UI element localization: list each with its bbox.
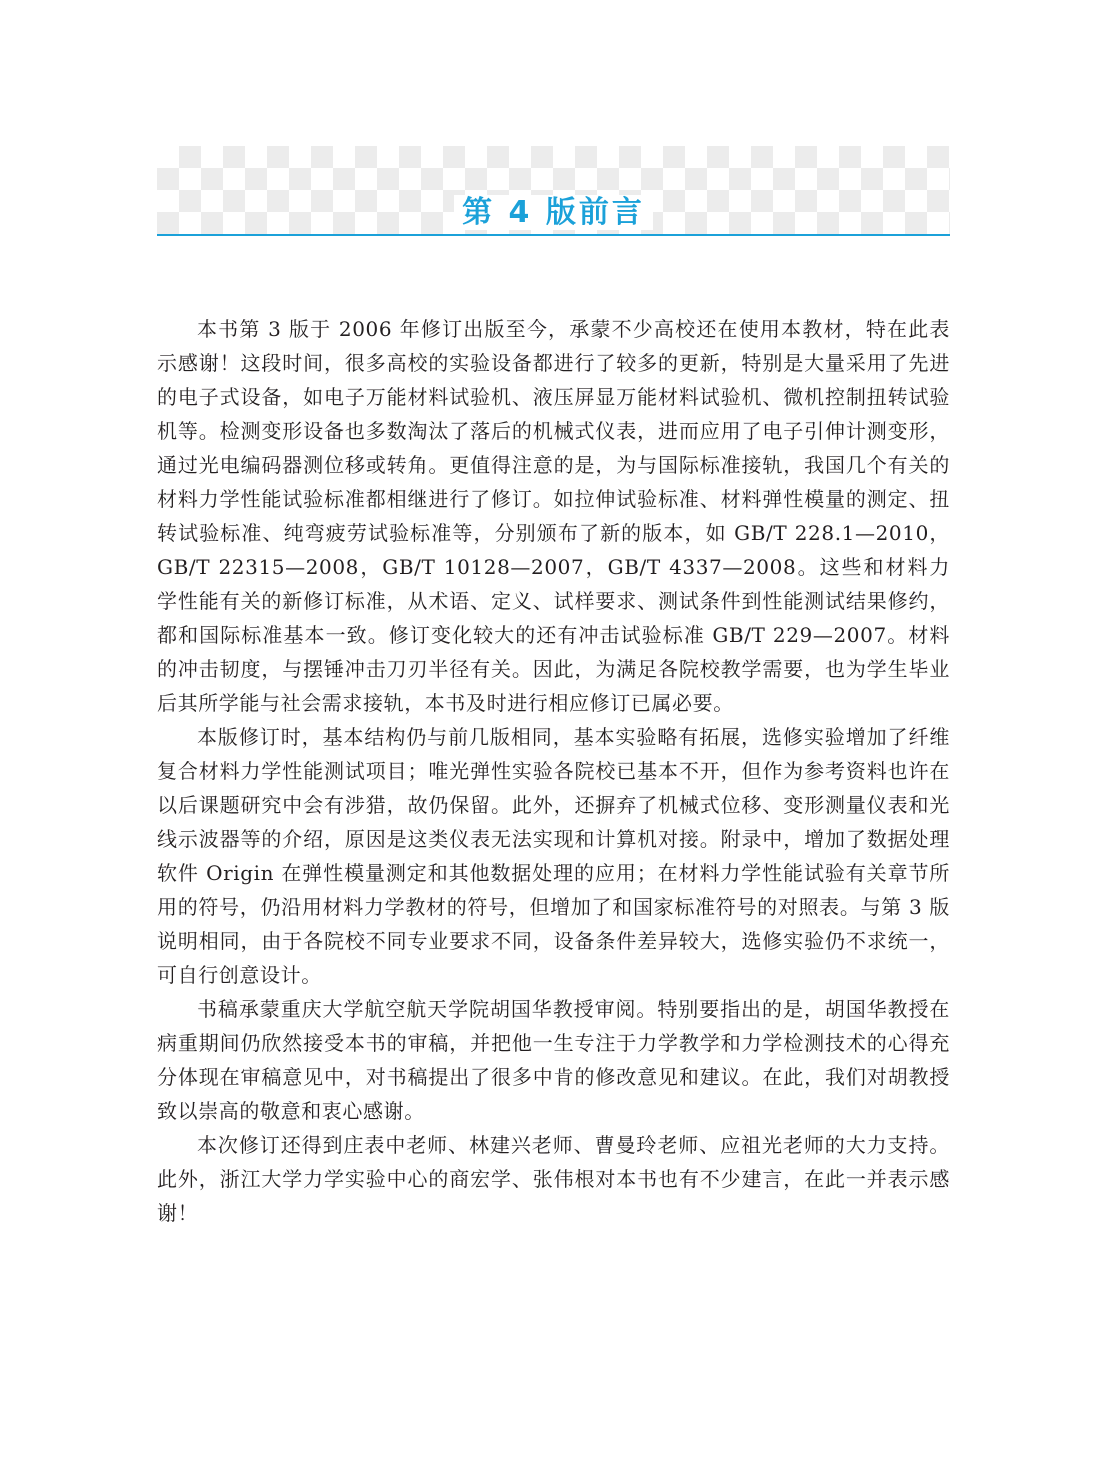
paragraph-1: 本书第 3 版于 2006 年修订出版至今，承蒙不少高校还在使用本教材，特在此表示感谢！这段时间，很多高校的实验设备都进行了较多的更新，特别是大量采用了先进的电子式设备，如电子万能材料试验机、液压屏显万能材料试验机、微机控制扭转试验机等。检测变形设备也多数淘汰了落后的机械式仪表，进而应用了电子引伸计测变形，通过光电编码器测位移或转角。更值得注意的是，为与国际标准接轨，我国几个有关的材料力学性能试验标准都相继进行了修订。如拉伸试验标准、材料弹性模量的测定、扭转试验标准、纯弯疲劳试验标准等，分别颁布了新的版本，如 GB/T 228.1—2010，GB/T 22315—2008，GB/T 10128—2007，GB/T 4337—2008。这些和材料力学性能有关的新修订标准，从术语、定义、试样要求、测试条件到性能测试结果修约，都和国际标准基本一致。修订变化较大的还有冲击试验标准 GB/T 229—2007。材料的冲击韧度，与摆锤冲击刀刃半径有关。因此，为满足各院校教学需要，也为学生毕业后其所学能与社会需求接轨，本书及时进行相应修订已属必要。 [157, 317, 950, 715]
paragraph-4: 本次修订还得到庄表中老师、林建兴老师、曹曼玲老师、应祖光老师的大力支持。此外，浙江大学力学实验中心的商宏学、张伟根对本书也有不少建言，在此一并表示感谢！ [157, 1133, 950, 1225]
paragraph-3: 书稿承蒙重庆大学航空航天学院胡国华教授审阅。特别要指出的是，胡国华教授在病重期间仍欣然接受本书的审稿，并把他一生专注于力学教学和力学检测技术的心得充分体现在审稿意见中，对书稿提出了很多中肯的修改意见和建议。在此，我们对胡教授致以崇高的敬意和衷心感谢。 [157, 997, 950, 1123]
preface-body [157, 312, 950, 1230]
paragraph-2: 本版修订时，基本结构仍与前几版相同，基本实验略有拓展，选修实验增加了纤维复合材料力学性能测试项目；唯光弹性实验各院校已基本不开，但作为参考资料也许在以后课题研究中会有涉猎，故仍保留。此外，还摒弃了机械式位移、变形测量仪表和光线示波器等的介绍，原因是这类仪表无法实现和计算机对接。附录中，增加了数据处理软件 Origin 在弹性模量测定和其他数据处理的应用；在材料力学性能试验有关章节所用的符号，仍沿用材料力学教材的符号，但增加了和国家标准符号的对照表。与第 3 版说明相同，由于各院校不同专业要求不同，设备条件差异较大，选修实验仍不求统一，可自行创意设计。 [157, 725, 950, 987]
page-title-block [157, 193, 950, 233]
page-title: 第 4 版前言 [454, 195, 653, 230]
header-divider [157, 234, 950, 236]
